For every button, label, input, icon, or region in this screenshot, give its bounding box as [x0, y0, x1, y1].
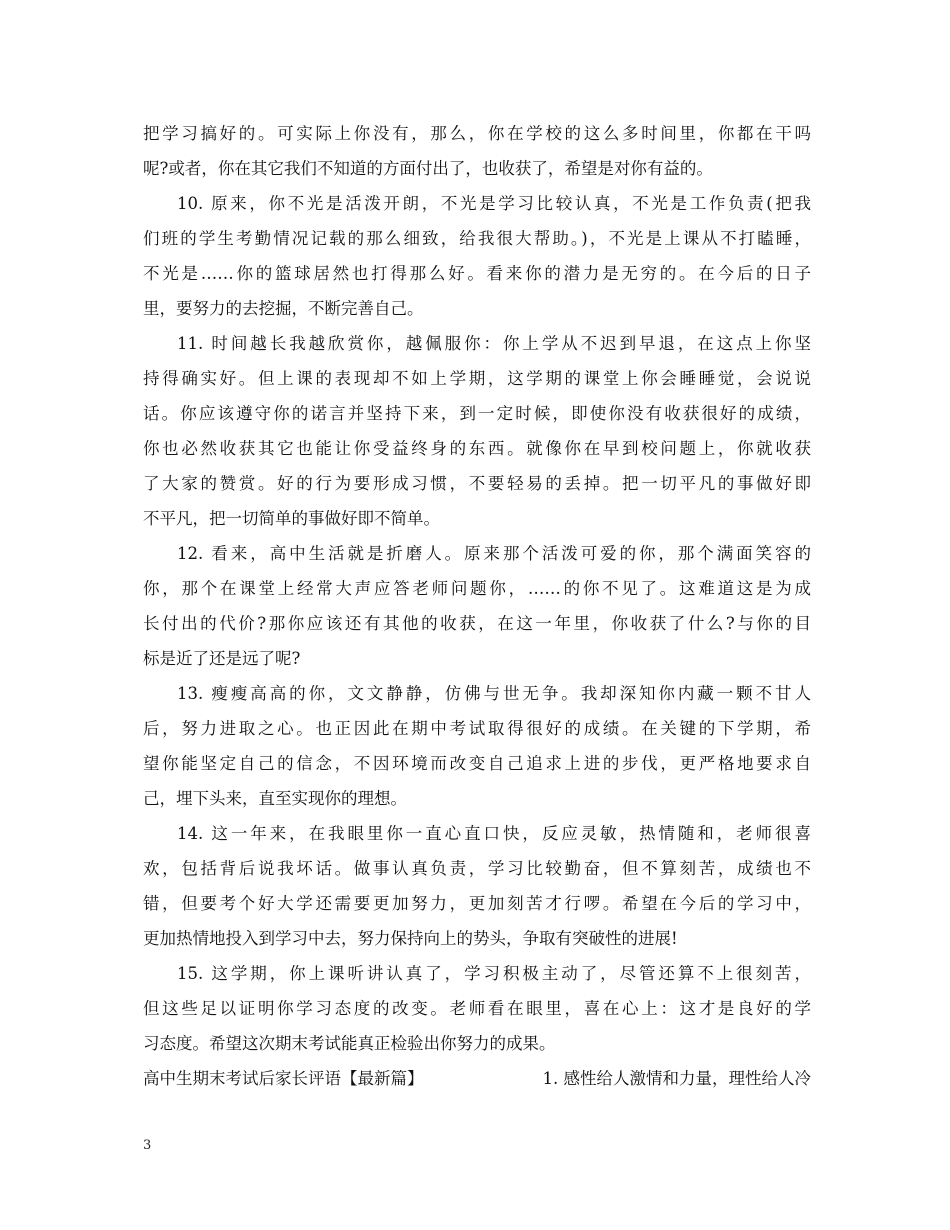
text-line: 望你能坚定自己的信念，不因环境而改变自己追求上进的步伐，更严格地要求自: [143, 754, 811, 773]
text-line: 11. 时间越长我越欣赏你，越佩服你：你上学从不迟到早退，在这点上你坚: [177, 334, 811, 353]
section-first-item: 1. 感性给人激情和力量，理性给人冷: [542, 1069, 811, 1088]
text-line: 14. 这一年来，在我眼里你一直心直口快，反应灵敏，热情随和，老师很喜: [177, 824, 811, 843]
text-line: 们班的学生考勤情况记载的那么细致，给我很大帮助。)，不光是上课从不打瞌睡，: [143, 229, 811, 248]
text-line: 欢，包括背后说我坏话。做事认真负责，学习比较勤奋，但不算刻苦，成绩也不: [143, 859, 811, 878]
text-line: 你，那个在课堂上经常大声应答老师问题你，……的你不见了。这难道这是为成: [143, 579, 811, 598]
text-line: 呢?或者，你在其它我们不知道的方面付出了，也收获了，希望是对你有益的。: [143, 159, 713, 178]
text-line: 标是近了还是远了呢?: [143, 649, 301, 668]
section-heading: 高中生期末考试后家长评语【最新篇】: [143, 1069, 424, 1088]
text-line: 里，要努力的去挖掘，不断完善自己。: [143, 299, 424, 318]
text-line: 但这些足以证明你学习态度的改变。老师看在眼里，喜在心上：这才是良好的学: [143, 999, 811, 1018]
text-line: 15. 这学期，你上课听讲认真了，学习积极主动了，尽管还算不上很刻苦，: [177, 964, 811, 983]
text-line: 更加热情地投入到学习中去，努力保持向上的势头，争取有突破性的进展!: [143, 929, 678, 948]
final-line: [143, 1061, 811, 1096]
text-line: 己，埋下头来，直至实现你的理想。: [143, 789, 407, 808]
text-line: 话。你应该遵守你的诺言并坚持下来，到一定时候，即使你没有收获很好的成绩，: [143, 404, 811, 423]
text-line: 了大家的赞赏。好的行为要形成习惯，不要轻易的丢掉。把一切平凡的事做好即: [143, 474, 811, 493]
page-number: 3: [143, 1138, 152, 1153]
text-line: 12. 看来，高中生活就是折磨人。原来那个活泼可爱的你，那个满面笑容的: [177, 544, 811, 563]
text-line: 把学习搞好的。可实际上你没有，那么，你在学校的这么多时间里，你都在干吗: [143, 124, 811, 143]
document-body: [143, 116, 811, 1096]
paragraph-lines: [143, 116, 811, 1061]
text-line: 错，但要考个好大学还需要更加努力，更加刻苦才行啰。希望在今后的学习中，: [143, 894, 811, 913]
text-line: 长付出的代价?那你应该还有其他的收获，在这一年里，你收获了什么?与你的目: [143, 614, 811, 633]
text-line: 持得确实好。但上课的表现却不如上学期，这学期的课堂上你会睡睡觉，会说说: [143, 369, 811, 388]
text-line: 不平凡，把一切简单的事做好即不简单。: [143, 509, 440, 528]
text-line: 你也必然收获其它也能让你受益终身的东西。就像你在早到校问题上，你就收获: [143, 439, 811, 458]
text-line: 13. 瘦瘦高高的你，文文静静，仿佛与世无争。我却深知你内藏一颗不甘人: [177, 684, 811, 703]
text-line: 不光是……你的篮球居然也打得那么好。看来你的潜力是无穷的。在今后的日子: [143, 264, 811, 283]
text-line: 10. 原来，你不光是活泼开朗，不光是学习比较认真，不光是工作负责(把我: [177, 194, 811, 213]
text-line: 后，努力进取之心。也正因此在期中考试取得很好的成绩。在关键的下学期，希: [143, 719, 811, 738]
text-line: 习态度。希望这次期末考试能真正检验出你努力的成果。: [143, 1034, 556, 1053]
